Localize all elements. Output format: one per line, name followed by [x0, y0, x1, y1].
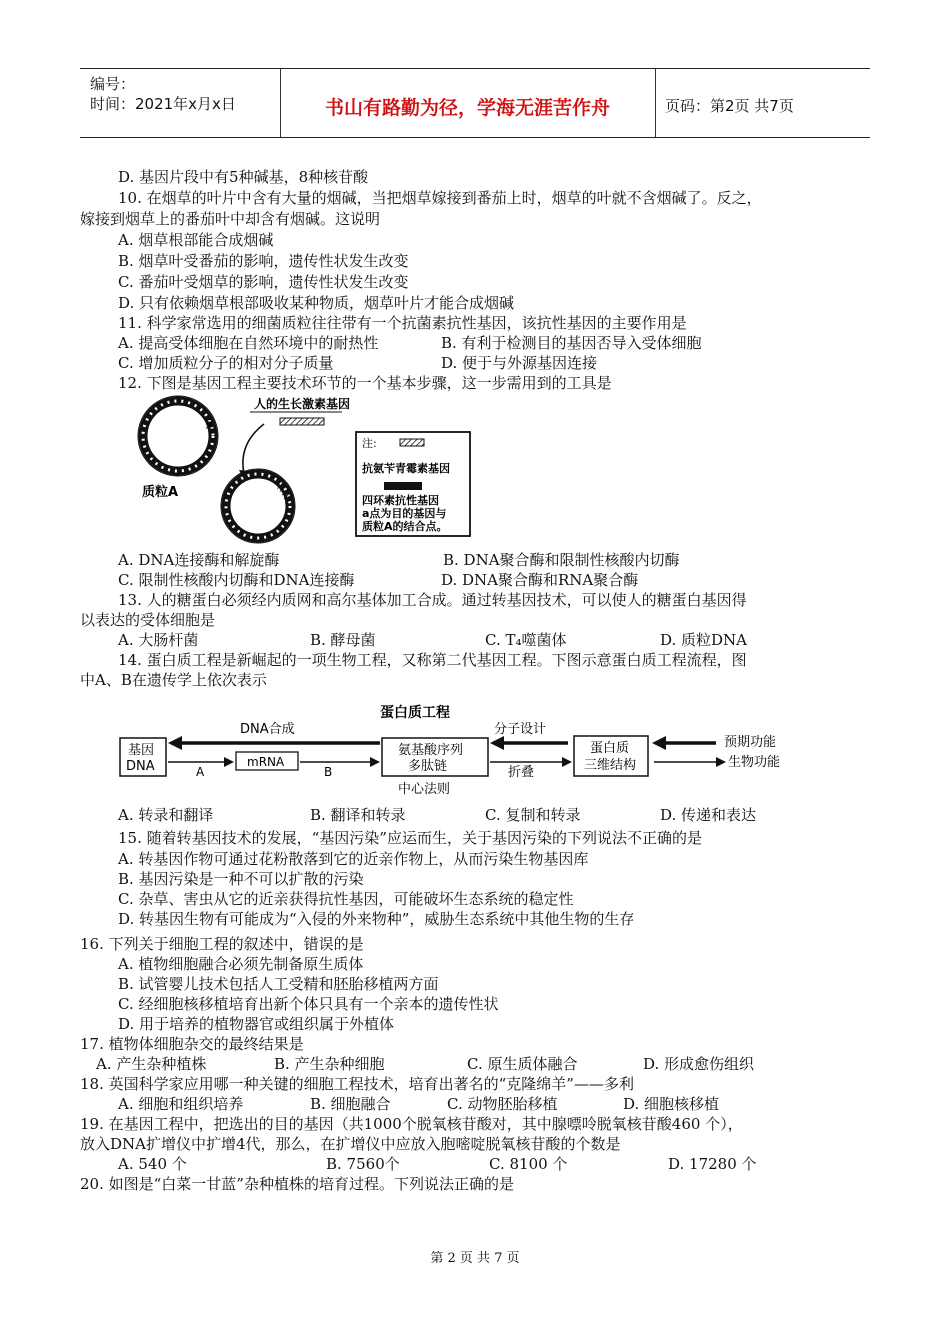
text-line: B. 有利于检测目的基因否导入受体细胞 [441, 334, 702, 352]
text-line: A. 产生杂种植株 [96, 1055, 207, 1073]
text-line: A. 植物细胞融合必须先制备原生质体 [118, 955, 364, 973]
text-line: C. 限制性核酸内切酶和DNA连接酶 [118, 571, 355, 589]
header-motto-cell [280, 69, 656, 137]
text-line: B. 细胞融合 [310, 1095, 391, 1113]
plasmid-a [138, 396, 218, 476]
motto: 书山有路勤为径，学海无涯苦作舟 [324, 97, 610, 119]
protein-engineering-title: 蛋白质工程 [380, 705, 450, 721]
folding-label: 折叠 [508, 765, 535, 780]
legend-hatched-swatch [400, 439, 424, 446]
number-label: 编号： [90, 75, 136, 93]
text-line: 14. 蛋白质工程是新崛起的一项生物工程，又称第二代基因工程。下图示意蛋白质工程流程，图 [118, 651, 747, 669]
gene-label: 人的生长激素基因 [254, 397, 351, 411]
text-line: D. DNA聚合酶和RNA聚合酶 [441, 571, 639, 589]
page-footer: 第 2 页 共 7 页 [430, 1251, 520, 1266]
text-line: A. 细胞和组织培养 [118, 1095, 244, 1113]
page-header [80, 68, 870, 138]
text-line: 中A、B在遗传学上依次表示 [80, 671, 267, 689]
arrow-a-label: A [196, 765, 205, 779]
header-meta-cell [80, 69, 281, 137]
header-page-cell [655, 69, 870, 137]
text-line: B. 翻译和转录 [310, 806, 406, 824]
legend-solid-swatch [384, 482, 422, 490]
text-line: C. 杂草、害虫从它的近亲获得抗性基因，可能破坏生态系统的稳定性 [118, 890, 574, 908]
text-line: C. 复制和转录 [485, 806, 581, 824]
text-line: 11. 科学家常选用的细菌质粒往往带有一个抗菌素抗性基因，该抗性基因的主要作用是 [118, 314, 687, 332]
text-line: D. 质粒DNA [660, 631, 748, 649]
text-line: B. 7560个 [326, 1155, 400, 1173]
text-line: B. 烟草叶受番茄的影响，遗传性状发生改变 [118, 252, 409, 270]
text-line: 20. 如图是“白菜一甘蓝”杂种植株的培育过程。下列说法正确的是 [80, 1175, 514, 1193]
text-line: B. 试管婴儿技术包括人工受精和胚胎移植两方面 [118, 975, 439, 993]
point-a-label: a [206, 415, 214, 429]
text-line: 12. 下图是基因工程主要技术环节的一个基本步骤，这一步需用到的工具是 [118, 374, 612, 392]
text-line: A. 提高受体细胞在自然环境中的耐热性 [118, 334, 379, 352]
function-label-1: 预期功能 [724, 735, 777, 750]
text-line: C. 原生质体融合 [467, 1055, 578, 1073]
text-line: D. 用于培养的植物器官或组织属于外植体 [118, 1015, 395, 1033]
gene-box-line1: 基因 [128, 743, 155, 758]
text-line: D. 基因片段中有5种碱基，8种核苷酸 [118, 168, 369, 186]
amino-acid-line1: 氨基酸序列 [398, 743, 464, 758]
text-line: 10. 在烟草的叶片中含有大量的烟碱，当把烟草嫁接到番茄上时，烟草的叶就不含烟碱了。反之， [118, 189, 762, 207]
text-line: C. 经细胞核移植培育出新个体只具有一个亲本的遗传性状 [118, 995, 499, 1013]
text-line: C. T₄噬菌体 [485, 631, 567, 649]
legend-note-line1: a点为目的基因与 [362, 507, 447, 520]
text-line: A. 540 个 [118, 1155, 187, 1173]
text-line: A. DNA连接酶和解旋酶 [118, 551, 280, 569]
plasmid-figure [130, 392, 480, 544]
text-line: 放入DNA扩增仪中扩增4代，那么，在扩增仪中应放入胞嘧啶脱氧核苷酸的个数是 [80, 1135, 621, 1153]
text-line: D. 细胞核移植 [623, 1095, 720, 1113]
text-line: 18. 英国科学家应用哪一种关键的细胞工程技术，培育出著名的“克隆绵羊”——多利 [80, 1075, 634, 1093]
text-line: D. 只有依赖烟草根部吸收某种物质，烟草叶片才能合成烟碱 [118, 294, 515, 312]
text-line: C. 增加质粒分子的相对分子质量 [118, 354, 334, 372]
text-line: D. 形成愈伤组织 [643, 1055, 755, 1073]
text-line: D. 17280 个 [668, 1155, 757, 1173]
text-line: A. 转基因作物可通过花粉散落到它的近亲作物上，从而污染生物基因库 [118, 850, 589, 868]
text-line: A. 转录和翻译 [118, 806, 214, 824]
dna-synthesis-label: DNA合成 [240, 722, 295, 737]
text-line: C. 番茄叶受烟草的影响，遗传性状发生改变 [118, 273, 409, 291]
page-indicator: 页码：第2页 共7页 [665, 97, 794, 115]
amino-acid-line2: 多肽链 [408, 759, 448, 774]
text-line: 13. 人的糖蛋白必须经内质网和高尔基体加工合成。通过转基因技术，可以使人的糖蛋白基因得 [118, 591, 747, 609]
arrow-b-label: B [324, 765, 333, 779]
date-label: 时间：2021年x月x日 [90, 95, 236, 113]
text-line: A. 烟草根部能合成烟碱 [118, 231, 274, 249]
protein-box-line1: 蛋白质 [590, 741, 630, 756]
text-line: C. 8100 个 [489, 1155, 568, 1173]
legend-tetracycline-label: 四环素抗性基因 [362, 494, 439, 507]
text-line: 嫁接到烟草上的番茄叶中却含有烟碱。这说明 [80, 210, 381, 228]
text-line: D. 传递和表达 [660, 806, 757, 824]
plasmid-legend [356, 432, 470, 536]
text-line: D. 便于与外源基因连接 [441, 354, 598, 372]
text-line: B. DNA聚合酶和限制性核酸内切酶 [443, 551, 680, 569]
text-line: D. 转基因生物有可能成为“入侵的外来物种”，威胁生态系统中其他生物的生存 [118, 910, 635, 928]
text-line: 16. 下列关于细胞工程的叙述中，错误的是 [80, 935, 364, 953]
text-line: 17. 植物体细胞杂交的最终结果是 [80, 1035, 304, 1053]
central-dogma-label: 中心法则 [398, 782, 451, 797]
function-label-2: 生物功能 [728, 755, 781, 770]
mrna-label: mRNA [247, 755, 285, 769]
legend-title: 注: [362, 437, 377, 450]
protein-engineering-figure [118, 700, 798, 800]
legend-note-line2: 质粒A的结合点。 [362, 520, 448, 533]
gene-segment [280, 418, 324, 425]
text-line: 以表达的受体细胞是 [80, 611, 216, 629]
protein-box-line2: 三维结构 [584, 758, 637, 773]
legend-ampicillin-label: 抗氨苄青霉素基因 [362, 462, 450, 475]
molecular-design-label: 分子设计 [494, 722, 547, 737]
text-line: A. 大肠杆菌 [118, 631, 199, 649]
gene-box-line2: DNA [126, 759, 155, 774]
text-line: C. 动物胚胎移植 [447, 1095, 558, 1113]
insert-arrow [243, 424, 264, 474]
text-line: 15. 随着转基因技术的发展，“基因污染”应运而生，关于基因污染的下列说法不正确的是 [118, 829, 702, 847]
text-line: B. 产生杂种细胞 [274, 1055, 385, 1073]
recombinant-plasmid [221, 469, 295, 543]
text-line: B. 酵母菌 [310, 631, 376, 649]
text-line: 19. 在基因工程中，把选出的目的基因（共1000个脱氧核苷酸对，其中腺嘌呤脱氧核苷酸460 个）， [80, 1115, 743, 1133]
text-line: B. 基因污染是一种不可以扩散的污染 [118, 870, 364, 888]
plasmid-a-label: 质粒A [142, 485, 179, 500]
